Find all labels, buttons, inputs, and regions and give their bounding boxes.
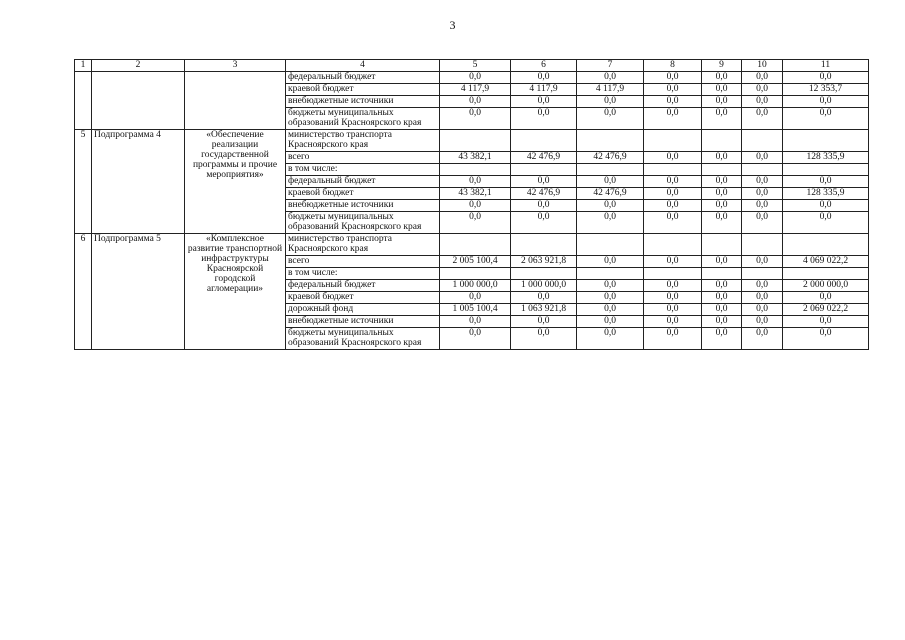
value-cell [742,164,783,176]
value-cell: 0,0 [440,72,511,84]
value-cell: 0,0 [644,84,702,96]
value-cell: 0,0 [702,280,742,292]
value-cell: 0,0 [511,72,577,84]
value-cell [511,164,577,176]
value-cell: 0,0 [742,176,783,188]
value-cell: 0,0 [511,96,577,108]
value-cell: 0,0 [702,188,742,200]
value-cell [644,268,702,280]
value-cell: 0,0 [577,316,644,328]
section-row [75,234,869,256]
value-cell: 0,0 [644,96,702,108]
value-cell: 12 353,7 [783,84,869,96]
empty-cell [511,130,577,152]
source-label: бюджеты муниципальных образований Красноярского края [286,328,440,350]
empty-cell [783,234,869,256]
value-cell: 0,0 [511,108,577,130]
value-cell: 0,0 [742,152,783,164]
value-cell: 0,0 [702,328,742,350]
source-label: всего [286,152,440,164]
value-cell [644,164,702,176]
value-cell: 0,0 [742,304,783,316]
value-cell: 0,0 [783,292,869,304]
value-cell: 4 117,9 [511,84,577,96]
value-cell: 42 476,9 [511,188,577,200]
value-cell [742,268,783,280]
value-cell: 0,0 [577,96,644,108]
row-number: 5 [75,130,92,234]
column-number-cell: 1 [75,60,92,72]
budget-table [74,59,869,350]
value-cell: 0,0 [742,96,783,108]
value-cell: 0,0 [742,200,783,212]
section-row [75,130,869,152]
ministry-label: министерство транспорта Красноярского края [286,130,440,152]
column-number-cell: 4 [286,60,440,72]
value-cell: 0,0 [702,108,742,130]
value-cell: 0,0 [783,96,869,108]
value-cell: 0,0 [577,108,644,130]
value-cell: 0,0 [577,176,644,188]
value-cell: 0,0 [440,108,511,130]
value-cell: 0,0 [440,316,511,328]
value-cell: 0,0 [644,72,702,84]
value-cell: 2 063 921,8 [511,256,577,268]
column-number-cell: 6 [511,60,577,72]
empty-cell [577,234,644,256]
value-cell: 0,0 [644,280,702,292]
source-label: краевой бюджет [286,292,440,304]
value-cell: 0,0 [742,316,783,328]
empty-cell [742,130,783,152]
empty-cell [783,130,869,152]
value-cell: 0,0 [644,152,702,164]
source-label: всего [286,256,440,268]
value-cell: 0,0 [644,328,702,350]
ministry-label: министерство транспорта Красноярского края [286,234,440,256]
value-cell: 0,0 [440,212,511,234]
value-cell: 0,0 [440,176,511,188]
subprogram-title: «Комплексное развитие транспортной инфраструктуры Красноярской городской агломерации» [185,234,286,350]
column-number-cell: 8 [644,60,702,72]
value-cell: 0,0 [440,200,511,212]
value-cell: 0,0 [702,96,742,108]
value-cell: 0,0 [511,176,577,188]
value-cell: 0,0 [644,176,702,188]
value-cell: 0,0 [783,72,869,84]
value-cell: 0,0 [702,84,742,96]
empty-cell [577,130,644,152]
value-cell [783,268,869,280]
value-cell: 0,0 [702,72,742,84]
value-cell: 0,0 [644,316,702,328]
value-cell: 0,0 [511,200,577,212]
value-cell: 4 117,9 [440,84,511,96]
column-number-cell: 7 [577,60,644,72]
value-cell: 0,0 [577,328,644,350]
value-cell [577,268,644,280]
value-cell: 0,0 [742,280,783,292]
value-cell: 0,0 [644,292,702,304]
value-cell: 4 117,9 [577,84,644,96]
source-label: бюджеты муниципальных образований Красноярского края [286,212,440,234]
table-row [75,72,869,84]
value-cell: 0,0 [644,304,702,316]
value-cell: 0,0 [702,316,742,328]
source-label: федеральный бюджет [286,72,440,84]
value-cell: 128 335,9 [783,188,869,200]
value-cell: 0,0 [644,188,702,200]
num-cell [75,72,92,130]
source-label: внебюджетные источники [286,200,440,212]
program-cell [92,72,185,130]
column-number-cell: 3 [185,60,286,72]
empty-cell [644,130,702,152]
value-cell: 0,0 [702,200,742,212]
value-cell [577,164,644,176]
value-cell: 128 335,9 [783,152,869,164]
column-number-cell: 11 [783,60,869,72]
value-cell: 0,0 [702,292,742,304]
value-cell: 0,0 [742,256,783,268]
value-cell: 0,0 [511,328,577,350]
value-cell: 1 063 921,8 [511,304,577,316]
value-cell: 0,0 [511,316,577,328]
value-cell [702,164,742,176]
value-cell: 0,0 [702,304,742,316]
subprogram-name: Подпрограмма 4 [92,130,185,234]
value-cell: 1 000 000,0 [511,280,577,292]
source-label: краевой бюджет [286,188,440,200]
value-cell: 42 476,9 [577,188,644,200]
value-cell: 2 005 100,4 [440,256,511,268]
value-cell: 0,0 [783,316,869,328]
value-cell: 0,0 [783,212,869,234]
value-cell: 0,0 [702,176,742,188]
value-cell: 0,0 [783,108,869,130]
column-number-cell: 5 [440,60,511,72]
value-cell: 0,0 [742,188,783,200]
empty-cell [702,130,742,152]
value-cell: 0,0 [742,292,783,304]
value-cell: 0,0 [742,84,783,96]
value-cell: 4 069 022,2 [783,256,869,268]
value-cell: 0,0 [577,72,644,84]
source-label: в том числе: [286,164,440,176]
value-cell: 43 382,1 [440,188,511,200]
value-cell: 0,0 [702,212,742,234]
value-cell: 0,0 [644,256,702,268]
column-number-cell: 2 [92,60,185,72]
value-cell: 0,0 [577,280,644,292]
page-number: 3 [449,18,456,32]
value-cell: 0,0 [742,328,783,350]
value-cell [783,164,869,176]
value-cell: 0,0 [577,304,644,316]
title-cell [185,72,286,130]
value-cell: 0,0 [644,212,702,234]
value-cell: 0,0 [440,328,511,350]
source-label: бюджеты муниципальных образований Красноярского края [286,108,440,130]
value-cell: 42 476,9 [577,152,644,164]
empty-cell [742,234,783,256]
value-cell: 0,0 [783,200,869,212]
empty-cell [440,130,511,152]
column-number-cell: 9 [702,60,742,72]
source-label: внебюджетные источники [286,316,440,328]
empty-cell [440,234,511,256]
value-cell [702,268,742,280]
value-cell: 0,0 [511,292,577,304]
value-cell: 0,0 [577,212,644,234]
source-label: дорожный фонд [286,304,440,316]
value-cell: 0,0 [742,72,783,84]
value-cell: 0,0 [577,256,644,268]
source-label: краевой бюджет [286,84,440,96]
table-body [75,60,869,350]
value-cell: 43 382,1 [440,152,511,164]
value-cell: 42 476,9 [511,152,577,164]
value-cell: 1 000 000,0 [440,280,511,292]
value-cell: 0,0 [702,256,742,268]
empty-cell [511,234,577,256]
value-cell: 0,0 [783,328,869,350]
value-cell: 0,0 [644,108,702,130]
value-cell: 0,0 [577,292,644,304]
empty-cell [644,234,702,256]
value-cell: 0,0 [440,292,511,304]
value-cell: 0,0 [511,212,577,234]
column-number-row [75,60,869,72]
value-cell: 0,0 [644,200,702,212]
value-cell: 0,0 [742,108,783,130]
value-cell: 0,0 [702,152,742,164]
value-cell [440,268,511,280]
value-cell [511,268,577,280]
column-number-cell: 10 [742,60,783,72]
value-cell: 1 005 100,4 [440,304,511,316]
value-cell: 2 000 000,0 [783,280,869,292]
source-label: внебюджетные источники [286,96,440,108]
subprogram-title: «Обеспечение реализации государственной программы и прочие мероприятия» [185,130,286,234]
source-label: федеральный бюджет [286,280,440,292]
source-label: в том числе: [286,268,440,280]
value-cell: 0,0 [577,200,644,212]
value-cell: 0,0 [783,176,869,188]
source-label: федеральный бюджет [286,176,440,188]
value-cell: 0,0 [440,96,511,108]
value-cell [440,164,511,176]
value-cell: 2 069 022,2 [783,304,869,316]
value-cell: 0,0 [742,212,783,234]
row-number: 6 [75,234,92,350]
subprogram-name: Подпрограмма 5 [92,234,185,350]
empty-cell [702,234,742,256]
